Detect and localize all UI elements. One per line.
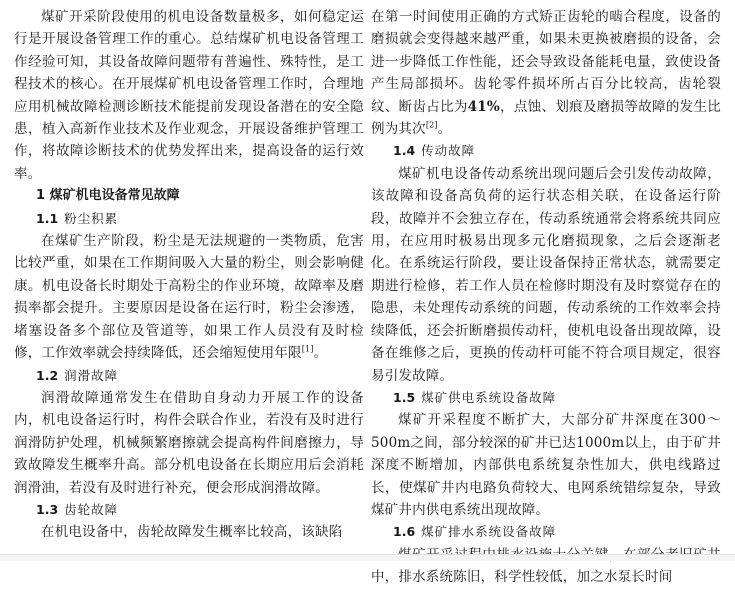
section-1-4-heading xyxy=(371,140,721,162)
section-1-6-paragraph: 中，排水系统陈旧，科学性较低，加之水泵长时间 xyxy=(371,569,673,586)
section-1-3-continued-paragraph xyxy=(371,6,721,140)
paragraph-text: 在煤矿生产阶段，粉尘是无法规避的一类物质，危害比较严重，如果在工作期间吸入大量的粉尘，则会影响健康。机电设备长时期处于高粉尘的作业环境，故障率及磨损率都会提升。主要原因是设备在运行时，粉尘会渗透，堵塞设备多个部位及管道等，如果工作人员没有及时检修，工作效率就会持续降低，还会缩短使用年限 xyxy=(14,233,364,362)
section-1-3-paragraph: 在机电设备中，齿轮故障发生概率比较高，该缺陷 xyxy=(41,524,343,541)
section-1-heading: 1 煤矿机电设备常见故障 xyxy=(36,188,180,204)
section-title: 传动故障 xyxy=(421,143,476,159)
section-number: 1.3 xyxy=(36,501,59,517)
citation-marker: [2] xyxy=(425,120,438,130)
section-1-2-heading xyxy=(14,365,364,387)
paragraph-text: ，点蚀、划痕及磨损等故障的发生比例为其次 xyxy=(371,98,721,138)
section-title: 粉尘积累 xyxy=(64,210,119,226)
paragraph-text: 以上，由于矿井深度不断增加，内部供电系统复杂性加大，供电线路过长，使煤矿井内电路负荷较大、电网系统错综复杂，导致煤矿井内供电系统出现故障。 xyxy=(371,434,721,518)
section-1-4-paragraph: 煤矿机电设备传动系统出现问题后会引发传动故障，该故障和设备高负荷的运行状态相关联，在设备运行阶段，故障并不会独立存在，传动系统通常会将系统共同应用，在应用时极易出现多元化磨损现象，之后会逐渐老化。在系统运行阶段，要让设备保持正常状态，就需要定期进行检修，若工作人员在检修时期没有及时察觉存在的隐患，未处理传动系统的问题，传动系统的工作效率会持续降低，还会折断磨损传动杆，使机电设备出现故障，设备在维修之后，更换的传动杆可能不符合项目规定，很容易引发故障。 xyxy=(371,165,721,384)
section-number: 1.4 xyxy=(393,143,416,159)
section-1-3-heading xyxy=(14,499,364,521)
paragraph-text: 之间，部分较深的矿井已达 xyxy=(410,434,577,451)
section-title: 煤矿供电系统设备故障 xyxy=(421,389,557,405)
paragraph-text: 在第一时间使用正确的方式矫正齿轮的啮合程度，设备的磨损就会变得越来越严重，如果未更换被磨损的设备，会进一步降低工作性能，还会导致设备能耗电量，致使设备产生局部损坏。齿轮零件损坏所占百分比较高，齿轮裂纹、断齿占比为 xyxy=(371,9,721,115)
paragraph-end: 。 xyxy=(437,121,452,138)
section-1-2-paragraph: 润滑故障通常发生在借助自身动力开展工作的设备内，机电设备运行时，构件会联合作业，若没有及时进行润滑防护处理，机械频繁磨擦就会提高构件间磨擦力，导致故障发生概率升高。部分机电设备在长期应用后会消耗润滑油，若没有及时进行补充，便会形成润滑故障。 xyxy=(14,389,364,496)
section-number: 1.5 xyxy=(393,389,416,405)
page-bottom-edge xyxy=(0,554,735,561)
citation-marker: [1] xyxy=(301,344,314,354)
section-1-6-heading xyxy=(371,521,721,543)
percent-value: 41% xyxy=(467,98,500,115)
section-title: 煤矿排水系统设备故障 xyxy=(421,524,557,540)
depth-max: 1000m xyxy=(576,434,625,451)
right-column xyxy=(371,6,721,589)
intro-paragraph: 煤矿开采阶段使用的机电设备数量极多，如何稳定运行是开展设备管理工作的重心。总结煤矿机电设备管理工作经验可知，其设备故障问题带有普遍性、殊特性，是工程技术的核心。在开展煤矿机电设备管理工作时，合理地应用机械故障检测诊断技术能提前发现设备潜在的安全隐患，植入高新作业技术及作业观念，开展设备维护管理工作，将故障诊断技术的优势发挥出来，提高设备的运行效率。 xyxy=(14,9,364,182)
paragraph-text: 煤矿开采程度不断扩大，大部分矿井深度在 xyxy=(398,412,680,429)
paragraph-end: 。 xyxy=(313,345,328,362)
depth-range: 300～500m xyxy=(371,412,721,451)
section-1-5-heading xyxy=(371,387,721,409)
section-1-1-paragraph xyxy=(14,230,364,364)
section-1-1-heading xyxy=(14,208,364,230)
section-title: 润滑故障 xyxy=(64,367,119,383)
section-1-5-paragraph xyxy=(371,409,721,521)
section-number: 1.1 xyxy=(36,210,59,226)
left-column xyxy=(14,6,364,544)
section-number: 1.6 xyxy=(393,524,416,540)
section-number: 1.2 xyxy=(36,367,59,383)
section-title: 齿轮故障 xyxy=(64,501,119,517)
